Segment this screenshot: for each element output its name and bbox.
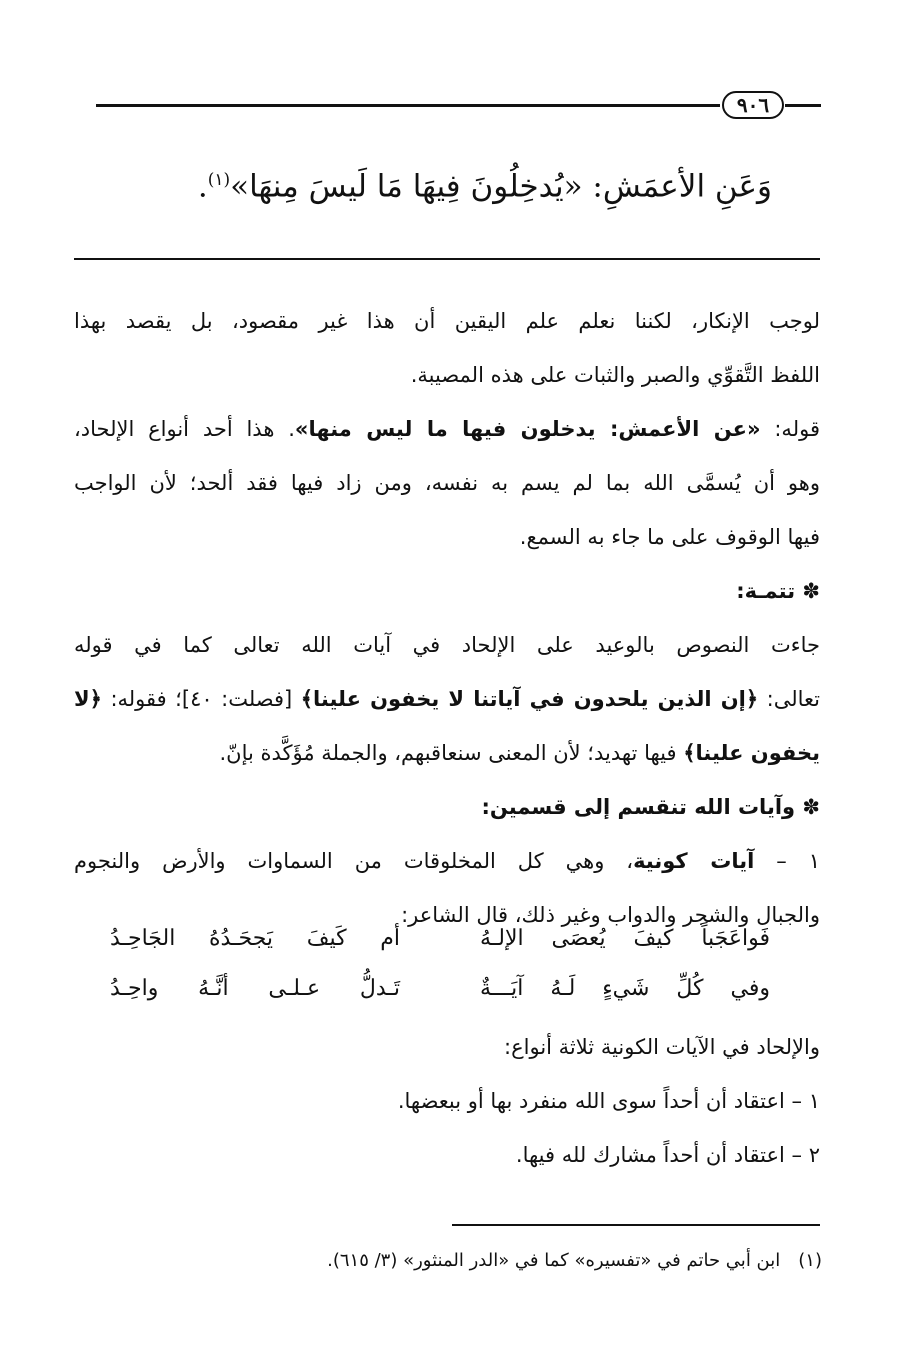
footnote-number: (١) — [798, 1250, 822, 1271]
term-kawniyya: آيات كونية — [633, 849, 755, 873]
footnote-text: ابن أبي حاتم في «تفسيره» كما في «الدر المنثور» (٣/ ٦١٥). — [327, 1250, 781, 1271]
poem-hemistich-second: أم كَيفَ يَجحَـدُهُ الجَاحِـدُ — [110, 926, 400, 951]
quoted-matn: «عن الأعمش: يدخلون فيها ما ليس منها» — [294, 417, 761, 441]
footnote — [200, 1246, 822, 1276]
list-item: ٢ – اعتقاد أن أحداً مشارك لله فيها. — [515, 1143, 820, 1167]
section-heading-tatimma: ✽ تتمـة: — [736, 579, 820, 603]
section-heading-divisions: ✽ وآيات الله تنقسم إلى قسمين: — [481, 795, 820, 819]
text-run: فيها تهديد؛ لأن المعنى سنعاقبهم، والجملة مُؤَكَّدة بإنّ. — [219, 741, 684, 765]
matn-footnote-ref: (١) — [207, 170, 231, 190]
text-run: ، وهي كل المخلوقات من السماوات والأرض والنجوم — [74, 849, 634, 873]
text-run: تعالى: — [758, 687, 820, 711]
paragraph-line: وهو أن يُسمَّى الله بما لم يسم به نفسه، ومن زاد فيها فقد ألحد؛ لأن الواجب — [74, 471, 820, 495]
poem-verse — [110, 914, 770, 964]
commentary-block-1 — [74, 294, 820, 942]
quran-verse: ﴿إن الذين يلحدون في آياتنا لا يخفون علينا﴾ — [300, 687, 759, 711]
paragraph-line: اللفظ التَّقوِّي والصبر والثبات على هذه المصيبة. — [410, 363, 820, 387]
section-divider — [74, 258, 820, 260]
paragraph-line: فيها الوقوف على ما جاء به السمع. — [519, 525, 820, 549]
quran-verse: يخفون علينا﴾ — [683, 741, 820, 765]
header-rule — [96, 104, 720, 107]
list-item: ١ – اعتقاد أن أحداً سوى الله منفرد بها أو ببعضها. — [397, 1089, 820, 1113]
commentary-block-2 — [74, 1020, 820, 1182]
paragraph-line: لوجب الإنكار، لكننا نعلم علم اليقين أن هذا غير مقصود، بل يقصد بهذا — [74, 309, 820, 333]
matn-body: وَعَنِ الأعمَشِ: «يُدخِلُونَ فِيهَا مَا لَيسَ مِنهَا» — [230, 168, 772, 205]
poem-verse — [110, 964, 770, 1014]
page-number — [722, 91, 784, 119]
paragraph-line — [74, 672, 820, 726]
poem — [110, 914, 770, 1014]
header-rule-right — [785, 104, 821, 107]
footnote-rule — [452, 1224, 820, 1226]
paragraph-line: والإلحاد في الآيات الكونية ثلاثة أنواع: — [504, 1035, 820, 1059]
poem-hemistich-first: فَواعَجَباً كيفَ يُعصَى الإلـهُ — [480, 926, 770, 951]
paragraph-line — [74, 402, 820, 456]
paragraph-line: والجبال والشجر والدواب وغير ذلك، قال الشاعر: — [401, 903, 820, 927]
poem-hemistich-second: تَـدلُّ عـلـى أنَّـهُ واحِـدُ — [110, 976, 400, 1001]
text-run: قوله: — [760, 417, 820, 441]
paragraph-line — [74, 726, 820, 780]
matn-text — [90, 150, 772, 210]
quran-verse: ﴿لا — [74, 687, 102, 711]
text-run: [فصلت: ٤٠]؛ فقوله: — [101, 687, 301, 711]
paragraph-line: جاءت النصوص بالوعيد على الإلحاد في آيات الله تعالى كما في قوله — [74, 633, 820, 657]
matn-end: . — [197, 168, 208, 205]
text-run: . هذا أحد أنواع الإلحاد، — [74, 417, 295, 441]
list-number: ١ – — [754, 849, 820, 873]
poem-hemistich-first: وفي كُلِّ شَيءٍ لَـهُ آيَـــةٌ — [480, 976, 770, 1001]
page-number-text: ٩٠٦ — [736, 93, 770, 117]
paragraph-line — [74, 834, 820, 888]
